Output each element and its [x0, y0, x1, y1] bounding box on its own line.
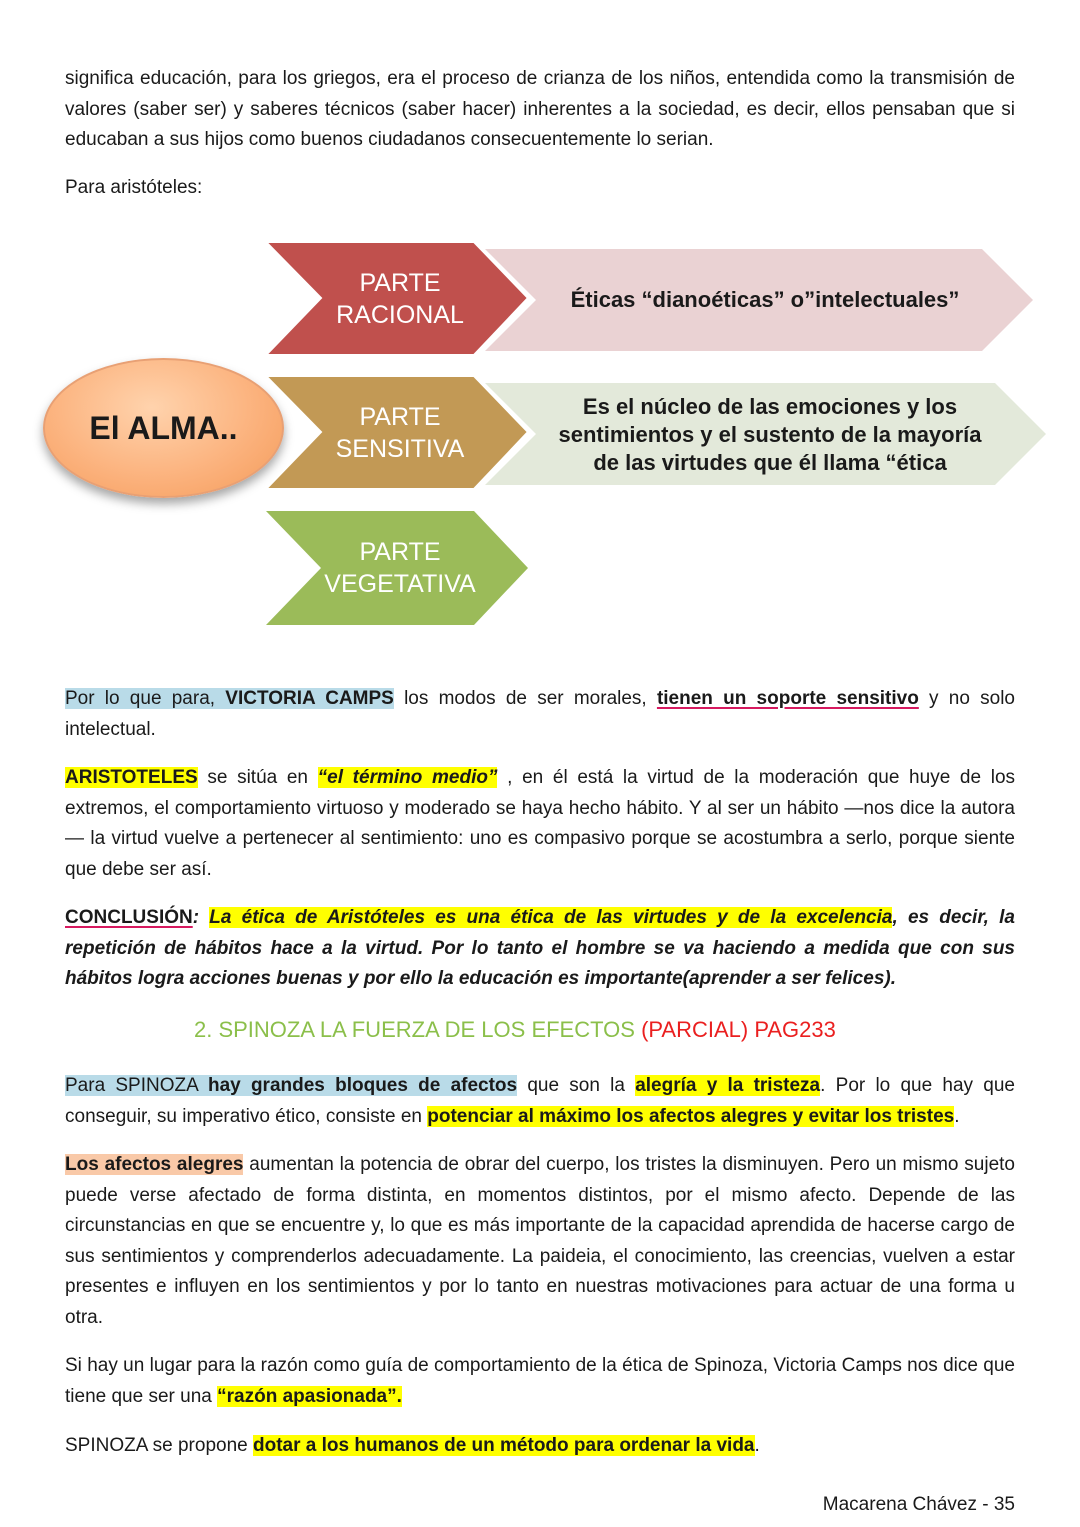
sensitiva-label: PARTE SENSITIVA: [335, 403, 465, 463]
page-footer: Macarena Chávez - 35: [822, 1494, 1015, 1515]
racional-description: Éticas “dianoéticas” o”intelectuales”: [570, 287, 960, 312]
vegetativa-label: PARTE VEGETATIVA: [324, 538, 476, 598]
racional-label: PARTE RACIONAL: [336, 269, 464, 329]
soul-diagram: [0, 235, 1080, 635]
spinoza-paragraph-4: SPINOZA se propone dotar a los humanos de un método para ordenar la vida.: [65, 1435, 760, 1456]
soul-ellipse: El ALMA..: [43, 358, 284, 498]
camps-paragraph: Por lo que para, VICTORIA CAMPS los modos de ser morales, tienen un soporte sensitivo y no solo intelectual.: [65, 688, 1016, 740]
intro-paragraph: significa educación, para los griegos, era el proceso de crianza de los niños, entendida como la transmisión de valores (saber ser) y saberes técnicos (saber hacer) inherentes a la sociedad, es decir, ellos pensaban que si educaban a sus hijos como buenos ciudadanos consecuentemente lo serian.: [65, 68, 1015, 150]
conclusion-paragraph: CONCLUSIÓN: La ética de Aristóteles es una ética de las virtudes y de la excelencia, es decir, la repetición de hábitos hace a la virtud. Por lo tanto el hombre se va haciendo a medida que con sus hábitos logra acciones buenas y por ello la educación es importante(aprender a ser felices).: [65, 907, 1015, 989]
spinoza-paragraph-3: Si hay un lugar para la razón como guía de comportamiento de la ética de Spinoza, Victoria Camps nos dice que tiene que ser una “razón apasionada”.: [65, 1355, 1015, 1407]
spinoza-paragraph-1: Para SPINOZA hay grandes bloques de afectos que son la alegría y la tristeza. Por lo que hay que conseguir, su imperativo ético, consiste en potenciar al máximo los afectos alegres y evitar los tristes.: [65, 1075, 1015, 1127]
sensitiva-description: Es el núcleo de las emociones y los sentimientos y el sustento de la mayoría de las virtudes que él llama “ética: [558, 394, 982, 475]
section-heading: 2. SPINOZA LA FUERZA DE LOS EFECTOS (PARCIAL) PAG233: [194, 1017, 836, 1042]
aristoteles-paragraph: ARISTOTELES se sitúa en “el término medio” , en él está la virtud de la moderación que huye de los extremos, el comportamiento virtuoso y moderado se haya hecho hábito. Y al ser un hábito —nos dice la autora— la virtud vuelve a pertenecer al sentimiento: uno es compasivo porque se acostumbra a serlo, porque siente que debe ser así.: [65, 767, 1016, 880]
intro-lead: Para aristóteles:: [65, 177, 203, 198]
spinoza-paragraph-2: Los afectos alegres aumentan la potencia de obrar del cuerpo, los tristes la disminuyen. Pero un mismo sujeto puede verse afectado de forma distinta, en momentos distintos, por el mismo afecto. Depende de las circunstancias en que se encuentre y, lo que es más importante de la capacidad aprendida de hacerse cargo de sus sentimientos y comprenderlos adecuadamente. La paideia, el conocimiento, las creencias, vuelven a estar presentes e influyen en los sentimientos y por lo tanto en nuestras motivaciones para actuar de una forma u otra.: [65, 1154, 1015, 1328]
